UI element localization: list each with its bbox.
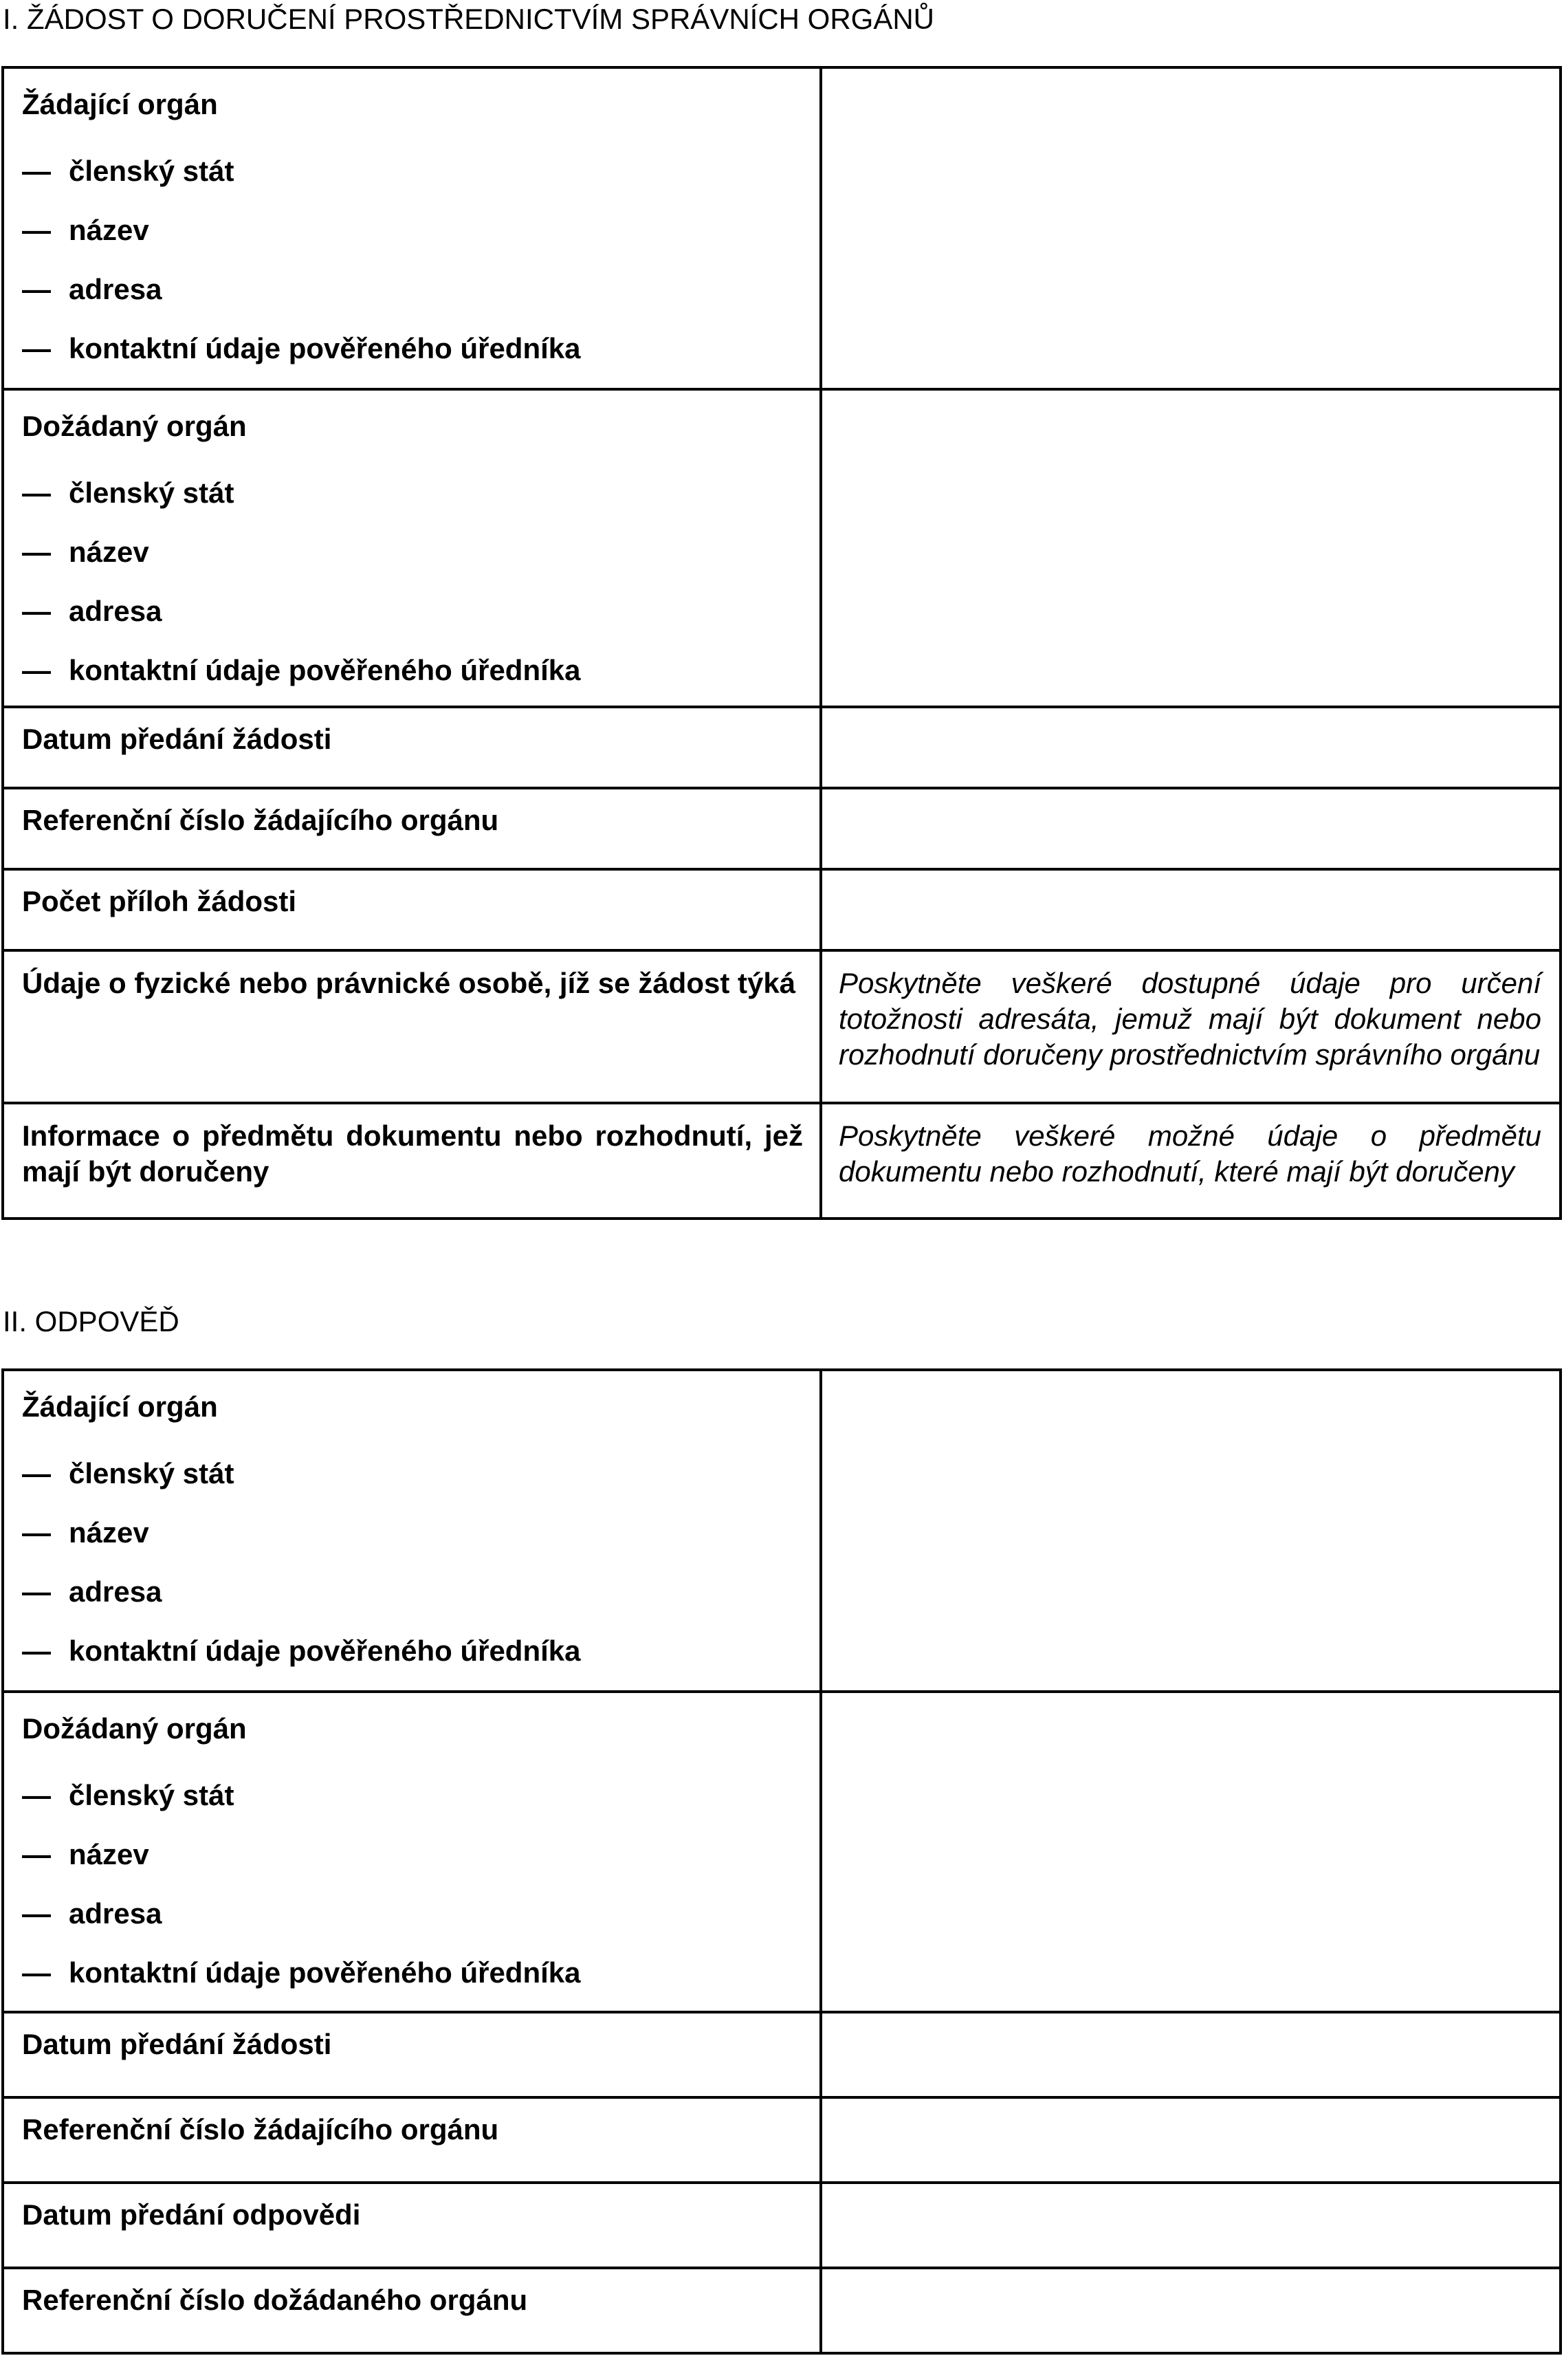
list-item: — adresa bbox=[22, 260, 803, 319]
list-item: — členský stát bbox=[22, 463, 803, 523]
reply-requesting-authority-value-field[interactable] bbox=[821, 1370, 1561, 1692]
subject-hint: Poskytněte veškeré možné údaje o předmětu dokumentu nebo rozhodnutí, které mají být doručeny bbox=[839, 1120, 1541, 1188]
person-row bbox=[3, 950, 1561, 1103]
dash-icon: — bbox=[22, 332, 51, 364]
dash-icon: — bbox=[22, 214, 51, 246]
reply-date-label: Datum předání odpovědi bbox=[22, 2198, 361, 2231]
request-date-value-field[interactable] bbox=[821, 707, 1561, 788]
request-reference-label: Referenční číslo žádajícího orgánu bbox=[22, 804, 499, 836]
list-item: — kontaktní údaje pověřeného úředníka bbox=[22, 319, 803, 378]
person-value-field[interactable] bbox=[821, 950, 1561, 1103]
requested-authority-heading: Dožádaný orgán bbox=[22, 410, 247, 442]
reply-date-label-cell bbox=[3, 2183, 821, 2268]
list-item: — název bbox=[22, 201, 803, 260]
request-form-table bbox=[1, 66, 1562, 1220]
request-date-row bbox=[3, 707, 1561, 788]
reply-date-row bbox=[3, 2183, 1561, 2268]
list-item: — název bbox=[22, 1825, 803, 1884]
request-reference-label-cell bbox=[3, 788, 821, 869]
requested-reference-label-cell bbox=[3, 2268, 821, 2353]
requesting-authority-label-cell bbox=[3, 67, 821, 389]
dash-icon: — bbox=[22, 654, 51, 686]
dash-icon: — bbox=[22, 595, 51, 627]
reply-requesting-authority-heading: Žádající orgán bbox=[22, 1390, 218, 1423]
attachments-label: Počet příloh žádosti bbox=[22, 885, 297, 917]
dash-icon: — bbox=[22, 155, 51, 187]
person-label: Údaje o fyzické nebo právnické osobě, jíž se žádost týká bbox=[22, 967, 796, 999]
reply-request-reference-label-cell bbox=[3, 2097, 821, 2183]
dash-icon: — bbox=[22, 273, 51, 305]
request-reference-value-field[interactable] bbox=[821, 788, 1561, 869]
request-date-label-cell bbox=[3, 707, 821, 788]
list-item: — členský stát bbox=[22, 1766, 803, 1825]
request-date-label: Datum předání žádosti bbox=[22, 723, 332, 755]
reply-date-value-field[interactable] bbox=[821, 2183, 1561, 2268]
list-item: — adresa bbox=[22, 1562, 803, 1622]
requested-authority-row bbox=[3, 389, 1561, 707]
attachments-label-cell bbox=[3, 869, 821, 950]
reply-request-reference-value-field[interactable] bbox=[821, 2097, 1561, 2183]
dash-icon: — bbox=[22, 1516, 51, 1549]
list-item: — členský stát bbox=[22, 142, 803, 201]
dash-icon: — bbox=[22, 477, 51, 509]
reply-requesting-authority-row bbox=[3, 1370, 1561, 1692]
person-label-cell bbox=[3, 950, 821, 1103]
reply-request-reference-row bbox=[3, 2097, 1561, 2183]
requested-authority-value-field[interactable] bbox=[821, 389, 1561, 707]
subject-label-cell bbox=[3, 1103, 821, 1219]
dash-icon: — bbox=[22, 1457, 51, 1489]
requesting-authority-row bbox=[3, 67, 1561, 389]
reply-request-date-label: Datum předání žádosti bbox=[22, 2028, 332, 2060]
reply-request-date-label-cell bbox=[3, 2012, 821, 2097]
list-item: — adresa bbox=[22, 1884, 803, 1943]
attachments-value-field[interactable] bbox=[821, 869, 1561, 950]
reply-request-reference-label: Referenční číslo žádajícího orgánu bbox=[22, 2113, 499, 2146]
list-item: — adresa bbox=[22, 582, 803, 641]
subject-label: Informace o předmětu dokumentu nebo rozhodnutí, jež mají být doručeny bbox=[22, 1120, 803, 1188]
list-item: — název bbox=[22, 1503, 803, 1562]
dash-icon: — bbox=[22, 1956, 51, 1989]
subject-row bbox=[3, 1103, 1561, 1219]
reply-requested-authority-value-field[interactable] bbox=[821, 1692, 1561, 2012]
list-item: — název bbox=[22, 523, 803, 582]
person-hint: Poskytněte veškeré dostupné údaje pro určení totožnosti adresáta, jemuž mají být dokument nebo rozhodnutí doručeny prostřednictvím správního orgánu bbox=[839, 967, 1541, 1071]
reply-request-date-value-field[interactable] bbox=[821, 2012, 1561, 2097]
dash-icon: — bbox=[22, 1897, 51, 1930]
dash-icon: — bbox=[22, 1635, 51, 1667]
section-2-title: II. ODPOVĚĎ bbox=[3, 1305, 179, 1338]
attachments-row bbox=[3, 869, 1561, 950]
dash-icon: — bbox=[22, 1838, 51, 1870]
reply-requested-authority-row bbox=[3, 1692, 1561, 2012]
dash-icon: — bbox=[22, 1575, 51, 1608]
requesting-authority-value-field[interactable] bbox=[821, 67, 1561, 389]
reply-requested-authority-label-cell bbox=[3, 1692, 821, 2012]
requested-reference-value-field[interactable] bbox=[821, 2268, 1561, 2353]
reply-requesting-authority-label-cell bbox=[3, 1370, 821, 1692]
list-item: — členský stát bbox=[22, 1444, 803, 1503]
requesting-authority-heading: Žádající orgán bbox=[22, 88, 218, 120]
subject-value-field[interactable] bbox=[821, 1103, 1561, 1219]
requested-authority-label-cell bbox=[3, 389, 821, 707]
requested-reference-label: Referenční číslo dožádaného orgánu bbox=[22, 2284, 528, 2316]
section-1-title: I. ŽÁDOST O DORUČENÍ PROSTŘEDNICTVÍM SPRÁVNÍCH ORGÁNŮ bbox=[3, 3, 935, 35]
dash-icon: — bbox=[22, 536, 51, 568]
list-item: — kontaktní údaje pověřeného úředníka bbox=[22, 1943, 803, 2002]
reply-request-date-row bbox=[3, 2012, 1561, 2097]
request-reference-row bbox=[3, 788, 1561, 869]
list-item: — kontaktní údaje pověřeného úředníka bbox=[22, 641, 803, 700]
requested-reference-row bbox=[3, 2268, 1561, 2353]
list-item: — kontaktní údaje pověřeného úředníka bbox=[22, 1622, 803, 1681]
reply-form-table bbox=[1, 1368, 1562, 2355]
reply-requested-authority-heading: Dožádaný orgán bbox=[22, 1712, 247, 1745]
dash-icon: — bbox=[22, 1779, 51, 1811]
